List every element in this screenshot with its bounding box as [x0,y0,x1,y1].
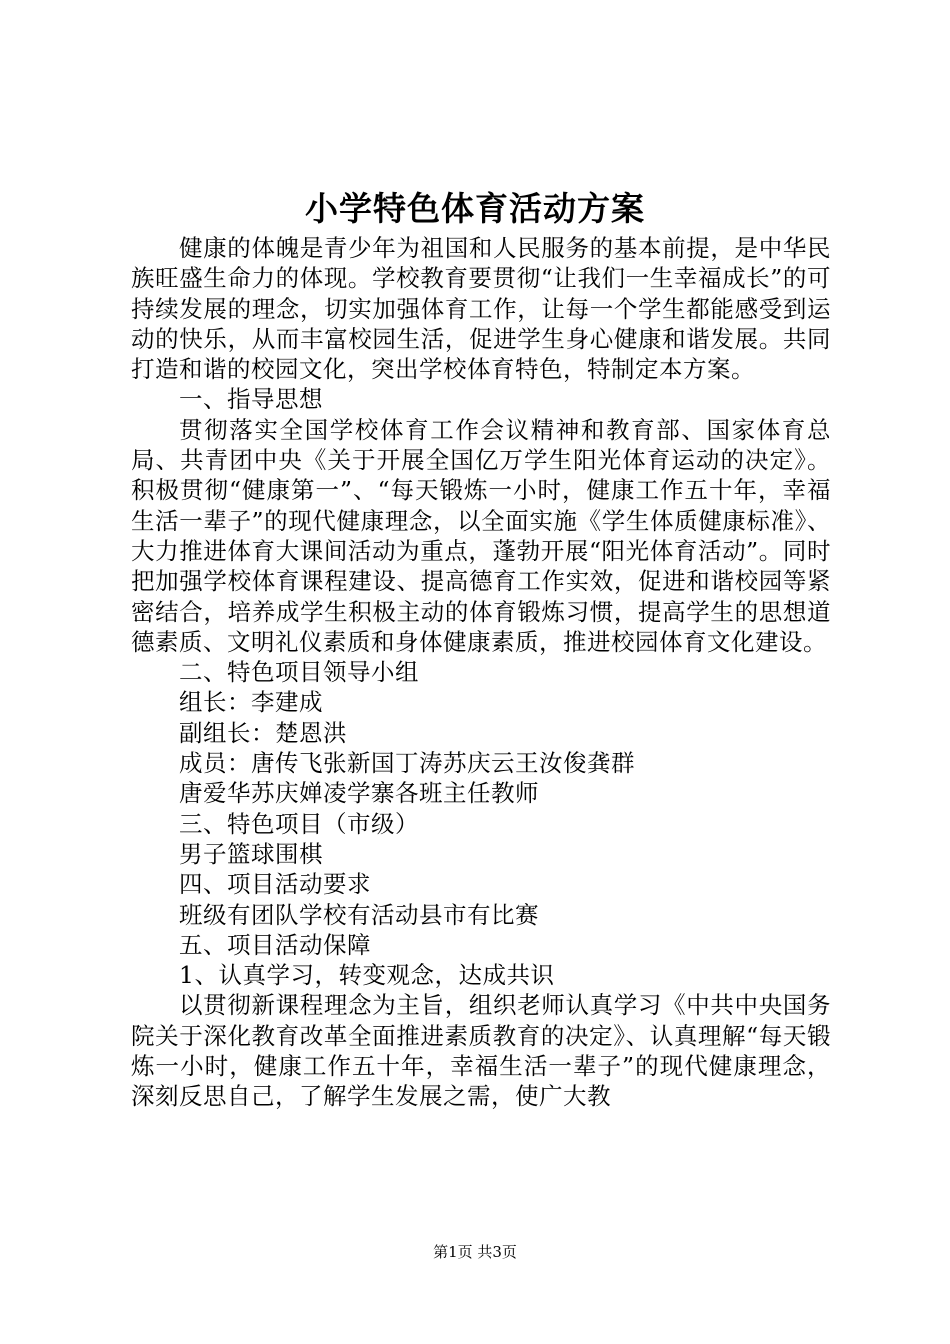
section-heading-guiding-ideology: 一、指导思想 [179,385,323,414]
intro-paragraph: 健康的体魄是青少年为祖国和人民服务的基本前提，是中华民族旺盛生命力的体现。学校教育要贯彻“让我们一生幸福成长”的可持续发展的理念，切实加强体育工作，让每一个学生都能感受到运动的快乐，从而丰富校园生活，促进学生身心健康和谐发展。共同打造和谐的校园文化，突出学校体育特色，特制定本方案。 [131,234,831,384]
guiding-ideology-paragraph: 贯彻落实全国学校体育工作会议精神和教育部、国家体育总局、共青团中央《关于开展全国亿万学生阳光体育运动的决定》。积极贯彻“健康第一”、“每天锻炼一小时，健康工作五十年，幸福生活一辈子”的现代健康理念，以全面实施《学生体质健康标准》、大力推进体育大课间活动为重点，蓬勃开展“阳光体育活动”。同时把加强学校体育课程建设、提高德育工作实效，促进和谐校园等紧密结合，培养成学生积极主动的体育锻炼习惯，提高学生的思想道德素质、文明礼仪素质和身体健康素质，推进校园体育文化建设。 [131,415,831,656]
deputy-leader-line: 副组长：楚恩洪 [179,718,347,747]
section-heading-featured-projects: 三、特色项目（市级） [179,809,419,838]
section-heading-leadership-group: 二、特色项目领导小组 [179,658,419,687]
featured-projects-line: 男子篮球围棋 [179,839,323,868]
section-heading-activity-guarantee: 五、项目活动保障 [179,930,371,959]
group-leader-line: 组长：李建成 [179,688,323,717]
members-line-continued: 唐爱华苏庆婵凌学寨各班主任教师 [179,779,539,808]
activity-requirements-line: 班级有团队学校有活动县市有比赛 [179,900,539,929]
study-paragraph: 以贯彻新课程理念为主旨，组织老师认真学习《中共中央国务院关于深化教育改革全面推进素质教育的决定》、认真理解“每天锻炼一小时，健康工作五十年，幸福生活一辈子”的现代健康理念，深刻反思自己，了解学生发展之需，使广大教 [131,991,831,1111]
document-title: 小学特色体育活动方案 [305,189,645,228]
members-line: 成员：唐传飞张新国丁涛苏庆云王汝俊龚群 [179,749,635,778]
subsection-heading-study: 1、认真学习，转变观念，达成共识 [179,961,555,990]
page-footer: 第1页 共3页 [433,1243,517,1261]
document-body [131,233,831,1112]
section-heading-activity-requirements: 四、项目活动要求 [179,870,371,899]
